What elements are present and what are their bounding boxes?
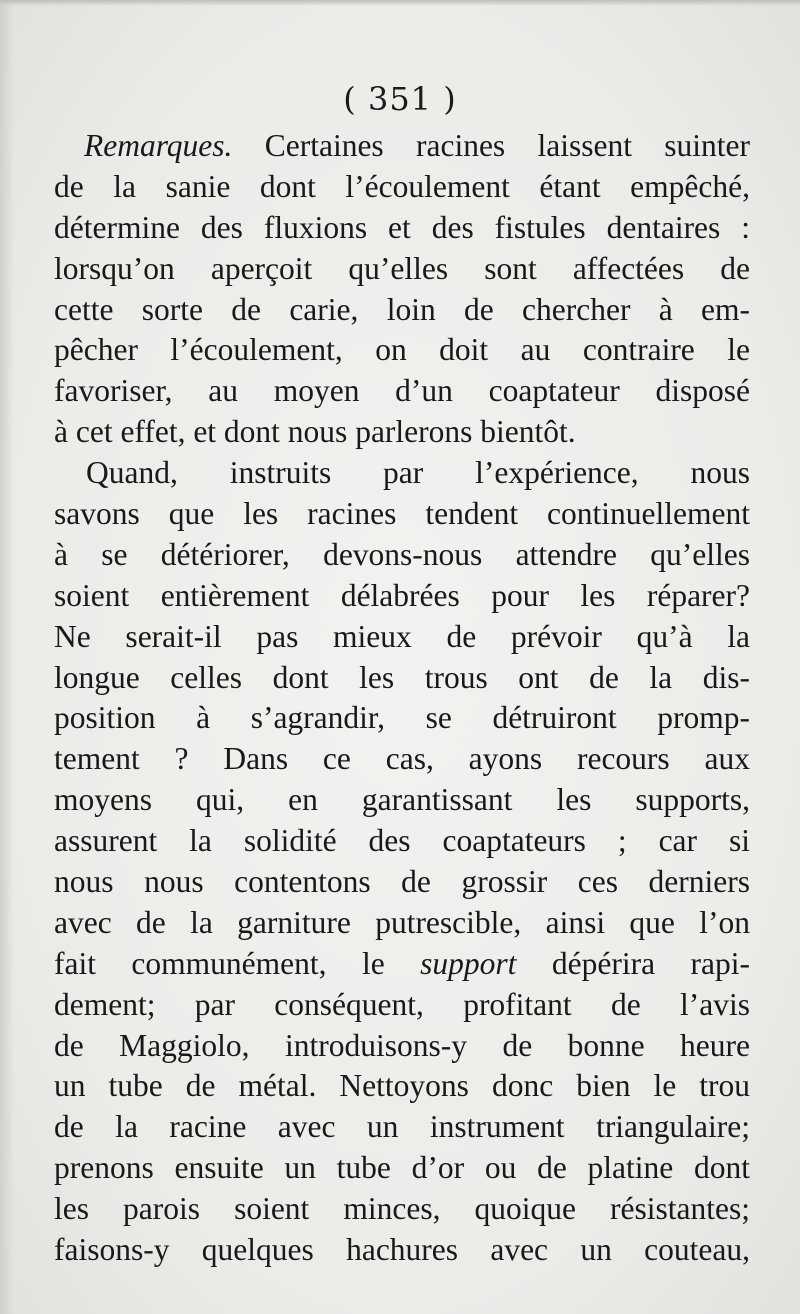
text-line <box>54 944 750 985</box>
remarques-label: Remarques. <box>84 128 233 163</box>
text-line <box>54 126 750 167</box>
page-number: ( 351 ) <box>343 80 457 118</box>
text-line: de Maggiolo, introduisons-y de bonne heure <box>54 1027 750 1063</box>
text-line: dement; par conséquent, profitant de l’avis <box>54 986 750 1022</box>
text-line: à cet effet, et dont nous parlerons bientôt. <box>54 414 576 450</box>
text-line: avec de la garniture putrescible, ainsi que l’on <box>54 904 750 940</box>
text-line: faisons-y quelques hachures avec un couteau, <box>54 1232 750 1268</box>
text-line: pêcher l’écoulement, on doit au contraire le <box>54 332 750 368</box>
text-line: de la sanie dont l’écoulement étant empêché, <box>54 168 750 204</box>
text-line: moyens qui, en garantissant les supports, <box>54 782 750 818</box>
text-line: les parois soient minces, quoique résistantes; <box>54 1191 750 1227</box>
line-text: dépérira rapi- <box>516 945 750 981</box>
text-line: Quand, instruits par l’expérience, nous <box>86 455 750 491</box>
text-line: de la racine avec un instrument triangulaire; <box>54 1109 750 1145</box>
text-line: position à s’agrandir, se détruiront promp- <box>54 700 750 736</box>
text-line: favoriser, au moyen d’un coaptateur disposé <box>54 373 750 409</box>
text-line: prenons ensuite un tube d’or ou de platine dont <box>54 1150 750 1186</box>
text-line: soient entièrement délabrées pour les réparer? <box>54 577 750 613</box>
text-line: longue celles dont les trous ont de la dis- <box>54 659 750 695</box>
line-text: Certaines racines laissent suinter <box>232 128 750 163</box>
text-line: cette sorte de carie, loin de chercher à em- <box>54 291 750 327</box>
support-word: support <box>420 945 517 981</box>
text-line: lorsqu’on aperçoit qu’elles sont affectées de <box>54 250 750 286</box>
text-line: tement ? Dans ce cas, ayons recours aux <box>54 741 750 777</box>
paragraph-remarques <box>54 126 750 453</box>
line-text: fait communément, le <box>54 945 421 981</box>
text-line: à se détériorer, devons-nous attendre qu’elles <box>54 536 750 572</box>
text-line: un tube de métal. Nettoyons donc bien le trou <box>54 1068 750 1104</box>
text-line: savons que les racines tendent continuellement <box>54 496 750 532</box>
body-text <box>54 126 750 1271</box>
text-line: nous nous contentons de grossir ces derniers <box>54 864 750 900</box>
text-line: assurent la solidité des coaptateurs ; car si <box>54 823 750 859</box>
text-line: détermine des fluxions et des fistules dentaires : <box>54 209 750 245</box>
text-line: Ne serait-il pas mieux de prévoir qu’à la <box>54 618 750 654</box>
paragraph-quand <box>54 453 750 1271</box>
